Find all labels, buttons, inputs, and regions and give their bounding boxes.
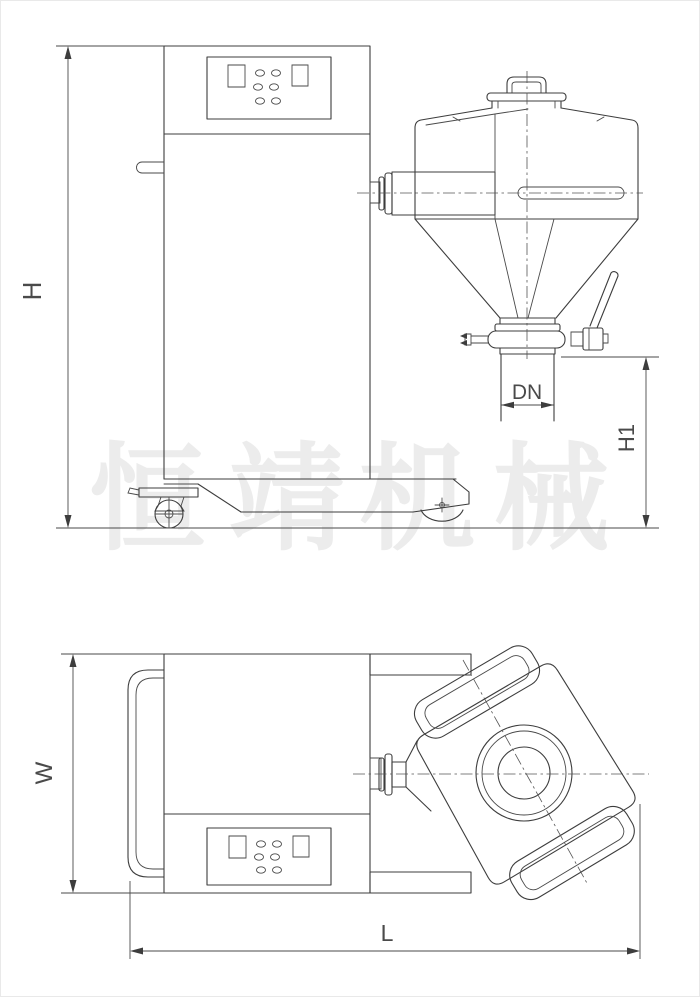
mixing-vessel-front: [415, 77, 638, 318]
watermark-char: 机: [359, 434, 475, 564]
valve-clamp: [460, 333, 488, 346]
start-button: [228, 65, 245, 87]
vessel-handle-upper: [409, 640, 546, 744]
indicator-lights: [254, 70, 281, 104]
control-panel-plan: [207, 828, 331, 885]
outlet-height-dim-label: H1: [614, 423, 639, 453]
length-dim-label: L: [380, 920, 394, 946]
mixing-vessel-plan: [409, 640, 641, 906]
drive-shaft-plan: [370, 741, 431, 811]
lid-handle: [507, 77, 546, 93]
caster-wheel-left: [128, 488, 198, 528]
drive-shaft-front: [370, 172, 495, 215]
control-panel-front: [207, 57, 331, 119]
butterfly-valve-body: [488, 331, 565, 348]
vessel-shaft-boss: [476, 725, 572, 821]
stop-button: [293, 836, 309, 857]
front-elevation-view: [17, 46, 659, 528]
support-bracket-top: [370, 654, 471, 675]
outlet-flange: [500, 318, 555, 324]
push-handle-plan: [128, 670, 164, 877]
top-plan-view: [31, 640, 649, 959]
height-dim-label: H: [17, 281, 47, 301]
dimension-w: [31, 654, 164, 893]
side-handle: [137, 162, 165, 173]
caster-wheel-right: [413, 479, 469, 521]
cabinet-plan: [164, 654, 370, 893]
watermark-char: 恒: [89, 434, 205, 564]
support-bracket-bottom: [370, 872, 471, 893]
dimension-dn: [501, 381, 554, 408]
machine-drawing: [1, 1, 700, 997]
watermark-char: 靖: [229, 434, 345, 564]
lid-flange: [487, 93, 566, 101]
indicator-lights: [255, 841, 282, 873]
base-frame: [128, 479, 469, 528]
start-button: [229, 836, 246, 858]
dimension-h1: [561, 357, 659, 528]
stop-button: [292, 65, 308, 86]
dimension-h: [17, 46, 164, 528]
width-dim-label: W: [31, 761, 58, 785]
watermark-char: 械: [493, 434, 609, 564]
outlet-dim-label: DN: [511, 381, 543, 404]
valve-lever: [571, 272, 618, 350]
vessel-handle-lower: [504, 800, 640, 905]
cabinet-front: [137, 46, 371, 479]
